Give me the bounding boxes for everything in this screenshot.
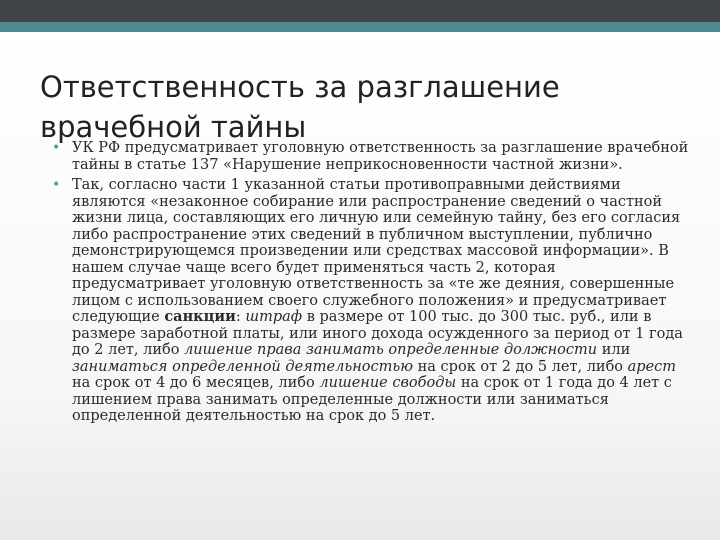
slide-title: Ответственность за разглашение врачебной тайны	[40, 70, 560, 145]
list-item	[52, 140, 692, 173]
list-item-text: УК РФ предусматривает уголовную ответственность за разглашение врачебной тайны в статье 137 «Нарушение неприкосновенности частной жизни».	[72, 140, 689, 173]
activity-term: заниматься определенной деятельностью	[72, 358, 414, 375]
list-item-text: в размере от 100 тыс. до 300 тыс. руб., или в размере заработной платы, или иного дохода осужденного за период от 1 года до 2 лет, либо	[72, 309, 683, 358]
sanctions-term: санкции	[164, 308, 236, 325]
bullet-list	[52, 140, 692, 429]
imprisonment-term: лишение свободы	[319, 375, 457, 391]
list-item-text: или	[597, 342, 631, 358]
fine-term: штраф	[245, 309, 303, 325]
top-bar	[0, 0, 720, 22]
bullet-icon: •	[52, 140, 61, 156]
list-item-text: на срок от 1 года до 4 лет с лишением права занимать определенные должности или заниматься определенной деятельностью на срок до 5 лет.	[72, 375, 672, 424]
deprivation-term: лишение права занимать определенные должности	[184, 342, 598, 358]
list-item	[52, 177, 692, 425]
bullet-icon: •	[52, 177, 61, 193]
accent-bar	[0, 22, 720, 32]
list-item-text: Так, согласно части 1 указанной статьи противоправными действиями являются «незаконное собирание или распространение сведений о частной жизни лица, составляющих его личную или семейную тайну, без его согласия либо распространение этих сведений в публичном выступлении, публично демонстрирующемся произведении или средствах массовой информации». В нашем случае чаще всего будет применяться часть 2, которая предусматривает уголовную ответственность за «те же деяния, совершенные лицом с использованием своего служебного положения» и предусматривает следующие	[72, 177, 681, 325]
list-item-text: на срок от 4 до 6 месяцев, либо	[72, 375, 320, 391]
arrest-term: арест	[627, 358, 677, 375]
list-item-text: на срок от 2 до 5 лет, либо	[413, 358, 628, 375]
list-item-text: :	[235, 309, 246, 325]
